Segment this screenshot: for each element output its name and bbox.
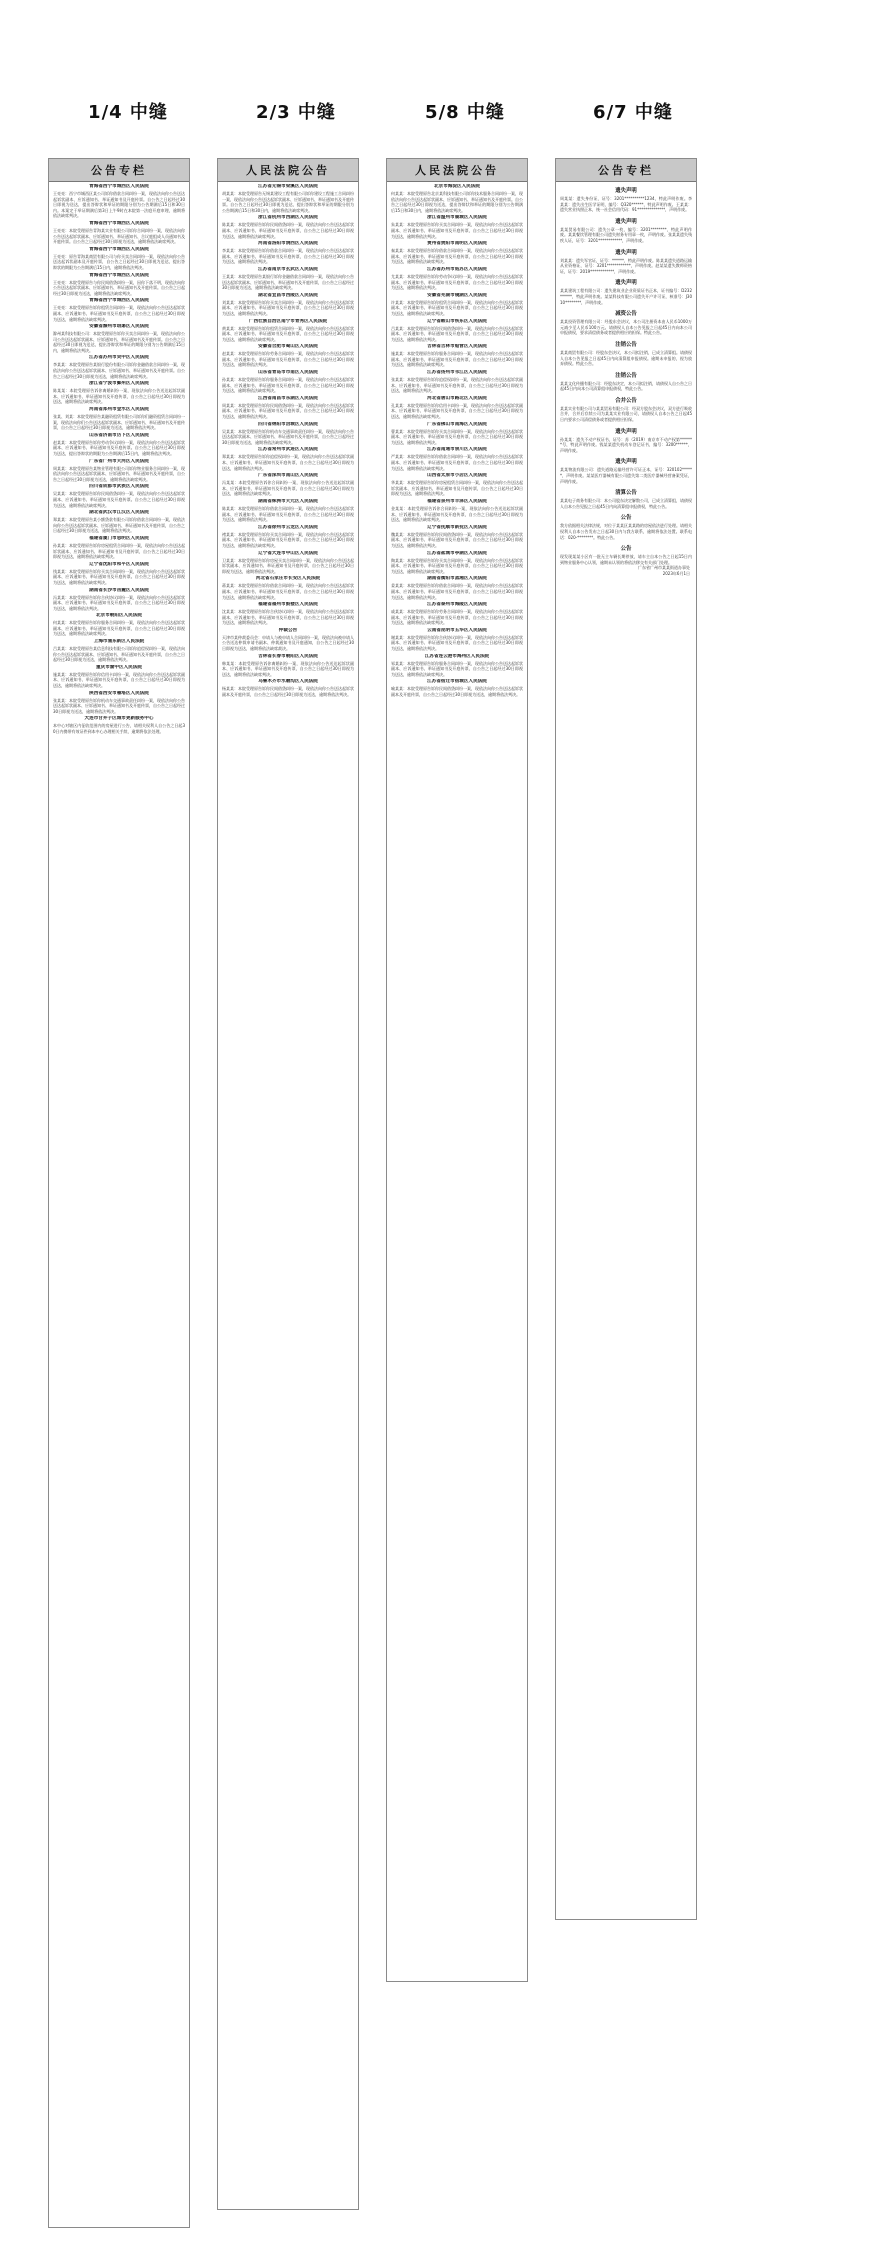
notice-text: 曹某某：本院受理原告诉你买卖合同纠纷一案，现依法向你公告送达起诉状副本、应诉通知书、举证通知书及开庭传票，自公告之日起经过30日即视为送达，逾期将依法判决。 [391, 428, 523, 445]
notice-heading: 遗失声明 [615, 428, 637, 435]
notice-heading: 仲裁公告 [278, 627, 298, 633]
notice-heading: 辽宁省大连市中山区人民法院 [258, 550, 318, 556]
notice-heading: 江西省南昌市东湖区人民法院 [258, 395, 318, 401]
notice-heading: 河南省郑州市金水区人民法院 [89, 407, 149, 413]
notice-heading: 浙江省温州市鹿城区人民法院 [427, 215, 487, 221]
notice-heading: 注销公告 [615, 372, 637, 379]
notice-text: 陈某某：本院受理原告诉你民间借贷纠纷一案，现依法向你公告送达起诉状副本、应诉通知书、举证通知书及开庭传票，自公告之日起经过30日即视为送达，逾期将依法缺席判决。 [222, 222, 354, 239]
notice-heading: 浙江省宁波市鄞州区人民法院 [89, 381, 149, 387]
notice-text: 赵某某：本院受理原告诉你劳务合同纠纷一案，现依法向你公告送达起诉状副本、应诉通知书、举证通知书及开庭传票，自公告之日起经过30日即视为送达，逾期将依法判决。 [222, 351, 354, 368]
notice-text: 某某实业有限公司与某某贸易有限公司：经双方股东会决议，双方进行吸收合并，合并后存续公司为某某实业有限公司，请债权人自本公告之日起45日内要求公司清偿债务或者提供相应担保。 [560, 405, 692, 423]
notice-heading: 陕西省西安市雁塔区人民法院 [89, 690, 149, 696]
notice-text: 卫某某：本院受理原告诉你房屋买卖合同纠纷一案，现依法向你公告送达起诉状副本、应诉通知书、举证通知书及开庭传票，自公告之日起经过30日即视为送达，逾期将依法判决。 [222, 557, 354, 574]
notice-text: 张某某：本院受理原告诉你追偿权纠纷一案，现依法向你公告送达起诉状副本、应诉通知书、举证通知书及开庭传票，自公告之日起经过30日即视为送达，逾期将依法判决。 [391, 377, 523, 394]
notice-text: 某某电子商务有限公司：本公司股东决定解散公司，已成立清算组，请债权人自本公告见报之日起45日内向清算组申报债权，特此公告。 [560, 498, 692, 509]
notice-text: 严某某：本院受理原告诉你借款合同纠纷一案，现依法向你公告送达起诉状副本、应诉通知书、举证通知书及开庭传票，自公告之日起经过30日即视为送达，逾期将依法缺席判决。 [391, 454, 523, 471]
notice-heading: 大连市甘井子区城市更新服务中心 [84, 716, 154, 722]
notice-text: 某某贸易有限公司：遗失公章一枚，编号：3201********，特此声明作废。某某餐饮管理有限公司遗失财务专用章一枚，声明作废。张某某遗失残疾人证，证号：3201************，声明作废。 [560, 226, 692, 243]
notice-heading: 吉林省吉林市船营区人民法院 [427, 344, 487, 350]
notice-heading: 辽宁省抚顺市新抚区人民法院 [427, 524, 487, 530]
notice-text: 施某某：本院受理原告诉你服务合同纠纷一案，现依法向你公告送达起诉状副本、应诉通知书、举证通知书及开庭传票，自公告之日起经过30日即视为送达，逾期将依法缺席判决。 [391, 351, 523, 368]
notice-heading: 湖南省长沙市岳麓区人民法院 [89, 587, 149, 593]
notice-text: 张某、刘某：本院受理原告某融资租赁有限公司诉你们融资租赁合同纠纷一案，现依法向你们公告送达起诉状副本、应诉通知书、举证通知书及开庭传票，自公告之日起经过30日即视为送达，逾期将依法判决。 [53, 414, 185, 431]
notice-text: 朱某某：本院受理原告诉你买卖合同纠纷一案，现依法向你公告送达起诉状副本、应诉通知书、举证通知书及开庭传票，自公告之日起经过30日即视为送达，逾期将依法判决。 [391, 222, 523, 239]
notice-heading: 四川省绵阳市涪城区人民法院 [258, 421, 318, 427]
notice-heading: 江苏省泰州市海陵区人民法院 [427, 602, 487, 608]
notice-text: 许某某：本院受理原告诉你租赁合同纠纷一案，现依法向你公告送达起诉状副本、应诉通知书、举证通知书及开庭传票，自公告之日起经过30日即视为送达，逾期将依法缺席判决。 [391, 299, 523, 316]
column-body [49, 184, 189, 735]
column-label-1: 1/4 中缝 [88, 102, 168, 123]
column-header: 公告专栏 [556, 159, 696, 182]
notice-text: 李某某：本院受理原告诉你借款合同纠纷一案，现依法向你公告送达起诉状副本、应诉通知书、举证通知书及开庭传票，自公告之日起经过30日即视为送达，逾期将依法判决。 [222, 248, 354, 265]
notice-text: 现发现某某小区有一批无主车辆长期停放，请车主自本公告之日起15日内到物业服务中心认领，逾期未认领的将依法移交有关部门处理。 [560, 554, 692, 565]
notice-column-1 [48, 158, 190, 2228]
column-header: 人民法院公告 [387, 159, 527, 182]
notice-heading: 四川省成都市武侯区人民法院 [89, 484, 149, 490]
notice-text: 金某某：本院受理原告诉你合同纠纷一案，现依法向你公告送达起诉状副本、应诉通知书、举证通知书及开庭传票，自公告之日起经过30日即视为送达，逾期将依法缺席判决。 [391, 505, 523, 523]
notice-heading: 遗失声明 [615, 218, 637, 225]
notice-heading: 山东省济南市历下区人民法院 [89, 432, 149, 438]
column-label-3: 5/8 中缝 [425, 102, 505, 123]
notice-text: 某某物流有限公司：遗失道路运输经营许可证正本，证号：320102******，声明作废。某某医疗器械有限公司遗失第二类医疗器械经营备案凭证，声明作废。 [560, 467, 692, 484]
notice-heading: 湖南省株洲市天元区人民法院 [258, 498, 318, 504]
notice-heading: 湖北省宜昌市西陵区人民法院 [258, 292, 318, 298]
notice-heading: 山西省太原市小店区人民法院 [427, 473, 487, 479]
notice-text: 王亮亮：本院受理原告青海某实业有限公司诉你合同纠纷一案，现依法向你公告送达起诉状副本、应诉通知书、举证通知书、合议庭组成人员通知书及开庭传票。自公告之日起经过30日即视为送达，逾期将依法缺席判决。 [53, 227, 185, 245]
notice-heading: 青海省西宁市城西区人民法院 [89, 272, 149, 278]
notice-text: 周某某：本院受理原告诉你民间借贷纠纷一案，现依法向你公告送达起诉状副本、应诉通知书、举证通知书及开庭传票，自公告之日起经过30日即视为送达，逾期将依法判决。 [222, 402, 354, 420]
notice-heading: 贵州省贵阳市南明区人民法院 [427, 241, 487, 247]
notice-heading: 江苏省扬州市邗江区人民法院 [427, 370, 487, 376]
notice-text: 郑某某：本院受理原告某小额贷款有限公司诉你借款合同纠纷一案，现依法向你公告送达起诉状副本、应诉通知书、举证通知书及开庭传票，自公告之日起经过30日即视为送达，逾期将依法判决。 [53, 517, 185, 534]
notice-text: 我方依据相关法律法规，对位于某某区某某路的房屋依法进行处理。请相关权利人自本公告发布之日起30日内与我方联系，逾期将依法处置。联系电话：020-********。特此公告。 [560, 523, 692, 540]
signature-line: 广东省广州市某某街道办事处 [638, 565, 690, 571]
notice-heading: 上海市浦东新区人民法院 [93, 639, 145, 645]
notice-heading: 江苏省常州市武进区人民法院 [258, 447, 318, 453]
notice-text: 胡某某：本院受理原告无锡某建设工程有限公司诉你建设工程施工合同纠纷一案，现依法向你公告送达起诉状副本、应诉通知书、举证通知书及开庭传票。自公告之日起经过30日即视为送达，提出答辩状和举证的期限分别为公告期满后15日和30日内，逾期将依法缺席判决。 [222, 191, 354, 213]
notice-column-3 [386, 158, 528, 1982]
notice-heading: 江苏省南京市玄武区人民法院 [258, 266, 318, 272]
notice-text: 王亮亮：本院受理原告诉你租赁合同纠纷一案，现依法向你公告送达起诉状副本、应诉通知书、举证通知书及开庭传票，自公告之日起经过30日即视为送达，逾期将依法缺席判决。 [53, 305, 185, 322]
notice-text: 姜某某：本院受理原告诉你借款合同纠纷一案，现依法向你公告送达起诉状副本、应诉通知书、举证通知书及开庭传票，自公告之日起经过30日即视为送达，逾期将依法判决。 [391, 583, 523, 600]
notice-heading: 乌鲁木齐市水磨沟区人民法院 [258, 679, 318, 685]
notice-heading: 吉林省长春市朝阳区人民法院 [258, 653, 318, 659]
notice-text: 孙某某：本院受理原告诉你房屋租赁合同纠纷一案，现依法向你公告送达起诉状副本、应诉通知书、举证通知书及开庭传票，自公告之日起经过30日即视为送达，逾期将依法缺席判决。 [53, 542, 185, 560]
notice-text: 某某建筑工程有限公司：遗失建筑业企业资质证书正本，证书编号：D232******，特此声明作废。某某科技有限公司遗失开户许可证，核准号：J3010********，声明作废。 [560, 288, 692, 305]
notice-heading: 广东省广州市天河区人民法院 [89, 458, 149, 464]
notice-text: 黄某某：本院受理原告诉你租赁合同纠纷一案，现依法向你公告送达起诉状副本、应诉通知书、举证通知书及开庭传票，自公告之日起经过30日即视为送达，逾期将依法缺席判决。 [222, 325, 354, 342]
notice-text: 蒋某某：本院受理原告诉你借款合同纠纷一案，现依法向你公告送达起诉状副本、应诉通知书、举证通知书及开庭传票，自公告之日起经过30日即视为送达，逾期将依法缺席判决。 [222, 583, 354, 600]
column-body [218, 184, 358, 698]
notice-text: 冯某某：本院受理原告诉你合同纠纷一案，现依法向你公告送达起诉状副本、应诉通知书、举证通知书及开庭传票，自公告之日起经过30日即视为送达，逾期将依法缺席判决。 [222, 480, 354, 497]
notice-text: 天津市某仲裁委员会：申请人与被申请人合同纠纷一案，现依法向被申请人公告送达仲裁申请书副本、仲裁通知书及开庭通知，自公告之日起经过30日即视为送达，逾期将依法缺席裁决。 [222, 634, 354, 652]
notice-heading: 重庆市渝中区人民法院 [96, 664, 142, 670]
column-body [387, 184, 527, 698]
notice-heading: 山东省青岛市市南区人民法院 [258, 370, 318, 376]
notice-heading: 江苏省苏州市吴中区人民法院 [89, 355, 149, 361]
notice-text: 秦某某：本院受理原告诉你借款合同纠纷一案，现依法向你公告送达起诉状副本、应诉通知书、举证通知书及开庭传票，自公告之日起经过30日即视为送达，逾期将依法缺席判决。 [391, 248, 523, 265]
notice-heading: 河北省唐山市路北区人民法院 [427, 395, 487, 401]
notice-heading: 青海省西宁市城西区人民法院 [89, 298, 149, 304]
notice-text: 陈某某：本院受理原告诉你离婚纠纷一案，现依法向你公告送达起诉状副本、应诉通知书、举证通知书及开庭传票，自公告之日起经过30日即视为送达，逾期将依法缺席判决。 [53, 388, 185, 405]
notice-heading: 福建省泉州市丰泽区人民法院 [427, 498, 487, 504]
notice-heading: 广西壮族自治区南宁市青秀区人民法院 [248, 318, 328, 324]
notice-heading: 安徽省合肥市蜀山区人民法院 [258, 344, 318, 350]
notice-text: 王亮亮：原告青海某商贸有限公司与你买卖合同纠纷一案，现依法向你公告送达起诉状副本及开庭传票，自公告之日起经过30日即视为送达，提出答辩状的期限为公告期满后15日内，逾期将依法判决。 [53, 253, 185, 270]
notice-heading: 遗失声明 [615, 249, 637, 256]
notice-column-4 [555, 158, 697, 1920]
notice-text: 某某商贸有限公司：经股东会决议，本公司拟注销，已成立清算组。请债权人自本公告见报之日起45日内向清算组申报债权。逾期未申报的，视为放弃债权。特此公告。 [560, 349, 692, 367]
notice-text: 王亮亮：本院受理原告与你民间借贷纠纷一案，因你下落不明，现依法向你公告送达起诉状副本、应诉通知书、举证通知书及开庭传票。自公告之日起经过30日即视为送达，逾期将依法缺席判决。 [53, 279, 185, 296]
notice-heading: 广东省佛山市南海区人民法院 [427, 421, 487, 427]
notice-heading: 遗失声明 [615, 280, 637, 287]
notice-text: 杨某某：本院受理原告诉你民间借贷纠纷一案，现依法向你公告送达起诉状副本及开庭传票，自公告之日起经过30日即视为送达，逾期将依法判决。 [222, 686, 354, 698]
signature-line: 2023年6月1日 [662, 570, 690, 576]
notice-text: 吴某某：本院受理原告诉你机动车交通事故责任纠纷一案，现依法向你公告送达起诉状副本、应诉通知书、举证通知书及开庭传票，自公告之日起经过30日即视为送达，逾期将依法缺席判决。 [222, 428, 354, 445]
notice-text: 孙某某：遗失不动产权证书，证号：苏（2019）南京市不动产权第*******号，特此声明作废。钱某某遗失机动车登记证书，编号：3200******，声明作废。 [560, 436, 692, 453]
notice-heading: 辽宁省鞍山市铁东区人民法院 [427, 318, 487, 324]
notice-text: 滁州某科技有限公司：本院受理原告诉你买卖合同纠纷一案，现依法向你公司公告送达起诉状副本、应诉通知书、举证通知书及开庭传票。自公告之日起经过30日即视为送达，提出答辩状和举证的期限分别为公告期满后15日内，逾期将依法判决。 [53, 331, 185, 353]
notice-text: 施某某：本院受理原告诉你信用卡纠纷一案，现依法向你公告送达起诉状副本、应诉通知书、举证通知书及开庭传票，自公告之日起经过30日即视为送达，逾期将依法缺席判决。 [53, 671, 185, 689]
notice-column-2 [217, 158, 359, 2210]
notice-text: 何某某：本院受理原告诉你服务合同纠纷一案，现依法向你公告送达起诉状副本、应诉通知书、举证通知书及开庭传票，自公告之日起经过30日即视为送达，逾期将依法缺席判决。 [53, 620, 185, 637]
notice-heading: 河南省洛阳市涧西区人民法院 [258, 241, 318, 247]
notice-heading: 遗失声明 [615, 459, 637, 466]
notice-text: 陈某某：本院受理原告诉你借款合同纠纷一案，现依法向你公告送达起诉状副本、应诉通知书、举证通知书及开庭传票，自公告之日起经过30日即视为送达，逾期将依法判决。 [222, 505, 354, 523]
notice-text: 陶某某：本院受理原告诉你买卖合同纠纷一案，现依法向你公告送达起诉状副本、应诉通知书、举证通知书及开庭传票，自公告之日起经过30日即视为送达，逾期将依法缺席判决。 [391, 557, 523, 574]
notice-heading: 清算公告 [615, 490, 637, 497]
column-header: 公告专栏 [49, 159, 189, 182]
column-header: 人民法院公告 [218, 159, 358, 182]
notice-heading: 遗失声明 [615, 188, 637, 194]
notice-text: 沈某某：本院受理原告诉你合伙协议纠纷一案，现依法向你公告送达起诉状副本、应诉通知书、举证通知书及开庭传票，自公告之日起经过30日即视为送达，逾期将依法判决。 [222, 609, 354, 626]
notice-text: 周某某：遗失身份证，证号：3201**********1234，特此声明作废。李某某：遗失出生医学证明，编号：Q320******，特此声明作废。王某某：遗失营业执照正本，统一社会信用代码：91**************，声明作废。 [560, 196, 692, 213]
notice-text: 王亮亮：西宁市城西区某公司诉你借款合同纠纷一案，现依法向你公告送达起诉状副本、应诉通知书、举证通知书及开庭传票。自公告之日起经过30日即视为送达，提出答辩状和举证的期限分别为公告期满后15日和30日内。本案定于举证期满后第3日上午9时在本院第一法庭开庭审理，逾期将依法缺席判决。 [53, 191, 185, 219]
notice-text: 某某文化传播有限公司：经股东决定，本公司拟注销，请债权人自公告之日起45日内向本公司清算组申报债权，特此公告。 [560, 380, 692, 392]
notice-text: 吕某某：本院受理原告诉你民间借贷纠纷一案，现依法向你公告送达起诉状副本、应诉通知书、举证通知书及开庭传票，自公告之日起经过30日即视为送达，逾期将依法判决。 [391, 325, 523, 342]
notice-heading: 江苏省南通市崇川区人民法院 [427, 447, 487, 453]
notice-heading: 浙江省杭州市西湖区人民法院 [258, 215, 318, 221]
notice-heading: 福建省厦门市思明区人民法院 [89, 535, 149, 541]
notice-heading: 云南省昆明市五华区人民法院 [427, 627, 487, 633]
notice-heading: 安徽省滁州市琅琊区人民法院 [89, 324, 149, 330]
column-label-2: 2/3 中缝 [256, 102, 336, 123]
notice-text: 周某某：本院受理原告某物业管理有限公司诉你物业服务合同纠纷一案，现依法向你公告送达起诉状副本、应诉通知书、举证通知书及开庭传票，自公告之日起经过30日即视为送达，逾期将依法缺席判决。 [53, 465, 185, 482]
notice-text: 冯某某：本院受理原告诉你合伙协议纠纷一案，现依法向你公告送达起诉状副本、应诉通知书、举证通知书及开庭传票，自公告之日起经过30日即视为送达，逾期将依法判决。 [53, 594, 185, 611]
notice-heading: 江苏省无锡市梁溪区人民法院 [258, 184, 318, 189]
notice-heading: 北京市海淀区人民法院 [434, 184, 480, 189]
notice-heading: 公告 [620, 546, 632, 553]
notice-text: 郑某某：本院受理原告诉你追偿权纠纷一案，现依法向你公告送达起诉状副本、应诉通知书、举证通知书及开庭传票，自公告之日起经过30日即视为送达，逾期将依法判决。 [222, 454, 354, 471]
notice-heading: 公告 [620, 515, 632, 522]
column-label-4: 6/7 中缝 [593, 102, 673, 123]
notice-heading: 江苏省苏州市姑苏区人民法院 [427, 266, 487, 272]
notice-text: 刘某某：本院受理原告诉你买卖合同纠纷一案，现依法向你公告送达起诉状副本、应诉通知书、举证通知书及开庭传票，自公告之日起经过30日即视为送达，逾期将依法判决。 [222, 299, 354, 316]
notice-heading: 广东省深圳市南山区人民法院 [258, 473, 318, 479]
notice-text: 孔某某：本院受理原告诉你信用卡纠纷一案，现依法向你公告送达起诉状副本、应诉通知书、举证通知书及开庭传票，自公告之日起经过30日即视为送达，逾期将依法缺席判决。 [391, 402, 523, 420]
notice-text: 华某某：本院受理原告诉你房屋租赁合同纠纷一案，现依法向你公告送达起诉状副本、应诉通知书、举证通知书及开庭传票，自公告之日起经过30日即视为送达，逾期将依法判决。 [391, 480, 523, 497]
notice-text: 谢某某：本院受理原告诉你合伙协议纠纷一案，现依法向你公告送达起诉状副本、应诉通知书、举证通知书及开庭传票，自公告之日起经过30日即视为送达，逾期将依法判决。 [391, 634, 523, 652]
column-body [556, 186, 696, 577]
notice-heading: 河北省石家庄市长安区人民法院 [255, 576, 321, 582]
notice-heading: 湖北省武汉市江汉区人民法院 [89, 510, 149, 516]
notice-text: 本中心对辖区内征收范围内的房屋进行公告，请相关权利人自公告之日起30日内携带有效证件到本中心办理相关手续，逾期将依法处理。 [53, 723, 185, 734]
notice-heading: 江苏省宿迁市宿城区人民法院 [427, 679, 487, 685]
notice-heading: 江苏省连云港市海州区人民法院 [424, 653, 490, 659]
notice-text: 孙某某：本院受理原告诉你服务合同纠纷一案，现依法向你公告送达起诉状副本、应诉通知书、举证通知书及开庭传票，自公告之日起经过30日即视为送达，逾期将依法缺席判决。 [222, 377, 354, 394]
notice-text: 某某投资管理有限公司：经股东会决议，本公司注册资本由人民币1000万元减少至人民币100万元。请债权人自本公告见报之日起45日内向本公司申报债权，要求清偿债务或者提供相应的担保。特此公告。 [560, 319, 692, 336]
notice-text: 韩某某：本院受理原告诉你离婚纠纷一案，现依法向你公告送达起诉状副本、应诉通知书、举证通知书及开庭传票，自公告之日起经过30日即视为送达，逾期将依法缺席判决。 [222, 660, 354, 677]
notice-text: 邹某某：本院受理原告诉你服务合同纠纷一案，现依法向你公告送达起诉状副本、应诉通知书、举证通知书及开庭传票，自公告之日起经过30日即视为送达，逾期将依法缺席判决。 [391, 660, 523, 677]
notice-heading: 注销公告 [615, 341, 637, 348]
notice-heading: 青海省西宁市城西区人民法院 [89, 184, 149, 189]
notice-text: 尤某某：本院受理原告诉你劳动争议纠纷一案，现依法向你公告送达起诉状副本、应诉通知书、举证通知书及开庭传票，自公告之日起经过30日即视为送达，逾期将依法判决。 [391, 273, 523, 291]
notice-text: 张某某：本院受理原告诉你机动车交通事故责任纠纷一案，现依法向你公告送达起诉状副本、应诉通知书、举证通知书及开庭传票，自公告之日起经过30日即视为送达，逾期将依法判决。 [53, 697, 185, 714]
notice-text: 吕某某：本院受理原告某信息科技有限公司诉你追偿权纠纷一案，现依法向你公告送达起诉状副本、应诉通知书、举证通知书及开庭传票，自公告之日起经过30日即视为送达，逾期将依法判决。 [53, 646, 185, 663]
notice-text: 褚某某：本院受理原告诉你买卖合同纠纷一案，现依法向你公告送达起诉状副本、应诉通知书、举证通知书及开庭传票，自公告之日起经过30日即视为送达，逾期将依法缺席判决。 [222, 531, 354, 548]
notice-text: 钱某某：本院受理原告诉你买卖合同纠纷一案，现依法向你公告送达起诉状副本、应诉通知书、举证通知书及开庭传票。自公告之日起经过30日即视为送达，逾期将依法缺席判决。 [53, 568, 185, 585]
notice-heading: 湖南省衡阳市蒸湘区人民法院 [427, 576, 487, 582]
notice-text: 戚某某：本院受理原告诉你劳务合同纠纷一案，现依法向你公告送达起诉状副本、应诉通知书、举证通知书及开庭传票，自公告之日起经过30日即视为送达，逾期将依法缺席判决。 [391, 609, 523, 626]
notice-heading: 青海省西宁市城西区人民法院 [89, 220, 149, 226]
notice-text: 王某某：本院受理原告某银行诉你金融借款合同纠纷一案，现依法向你公告送达起诉状副本、应诉通知书、举证通知书及开庭传票，自公告之日起经过30日即视为送达，逾期将依法缺席判决。 [222, 273, 354, 291]
notice-heading: 福建省福州市鼓楼区人民法院 [258, 602, 318, 608]
notice-text: 喻某某：本院受理原告诉你民间借贷纠纷一案，现依法向你公告送达起诉状副本及开庭传票，自公告之日起经过30日即视为送达，逾期将依法判决。 [391, 686, 523, 698]
notice-heading: 江苏省徐州市云龙区人民法院 [258, 524, 318, 530]
notice-text: 何某某：本院受理原告北京某科技有限公司诉你技术服务合同纠纷一案，现依法向你公告送达起诉状副本、应诉通知书、举证通知书及开庭传票。自公告之日起经过30日即视为送达，提出答辩状和举证的期限分别为公告期满后15日和30日内，逾期将依法缺席判决。 [391, 191, 523, 213]
notice-heading: 安徽省芜湖市镜湖区人民法院 [427, 292, 487, 298]
notice-heading: 青海省西宁市城西区人民法院 [89, 246, 149, 252]
notice-heading: 减资公告 [615, 311, 637, 318]
notice-text: 吴某某：本院受理原告诉你民间借贷纠纷一案，现依法向你公告送达起诉状副本、应诉通知书、举证通知书及开庭传票。自公告之日起经过30日即视为送达，逾期将依法缺席判决。 [53, 491, 185, 508]
notice-text: 赵某某：本院受理原告诉你劳动争议纠纷一案，现依法向你公告送达起诉状副本、应诉通知书、举证通知书及开庭传票。自公告之日起经过30日即视为送达，提出答辩状的期限为公告期满后15日内，逾期将依法判决。 [53, 439, 185, 456]
notice-text: 刘某某：遗失军官证，证号：******，特此声明作废。陈某某遗失道路运输从业资格证，证号：3201************，声明作废。赵某某遗失教师资格证，证号：2019************，声明作废。 [560, 257, 692, 274]
notice-heading: 江苏省盐城市亭湖区人民法院 [427, 550, 487, 556]
notice-heading: 辽宁省沈阳市和平区人民法院 [89, 561, 149, 567]
notice-text: 魏某某：本院受理原告诉你民间借贷纠纷一案，现依法向你公告送达起诉状副本、应诉通知书、举证通知书及开庭传票，自公告之日起经过30日即视为送达，逾期将依法判决。 [391, 531, 523, 548]
notice-text: 李某某：本院受理原告某银行股份有限公司诉你金融借款合同纠纷一案，现依法向你公告送达起诉状副本、应诉通知书、举证通知书及开庭传票。自公告之日起经过30日即视为送达，逾期将依法缺席判决。 [53, 362, 185, 379]
notice-heading: 北京市朝阳区人民法院 [96, 613, 142, 619]
notice-heading: 合并公告 [615, 397, 637, 404]
